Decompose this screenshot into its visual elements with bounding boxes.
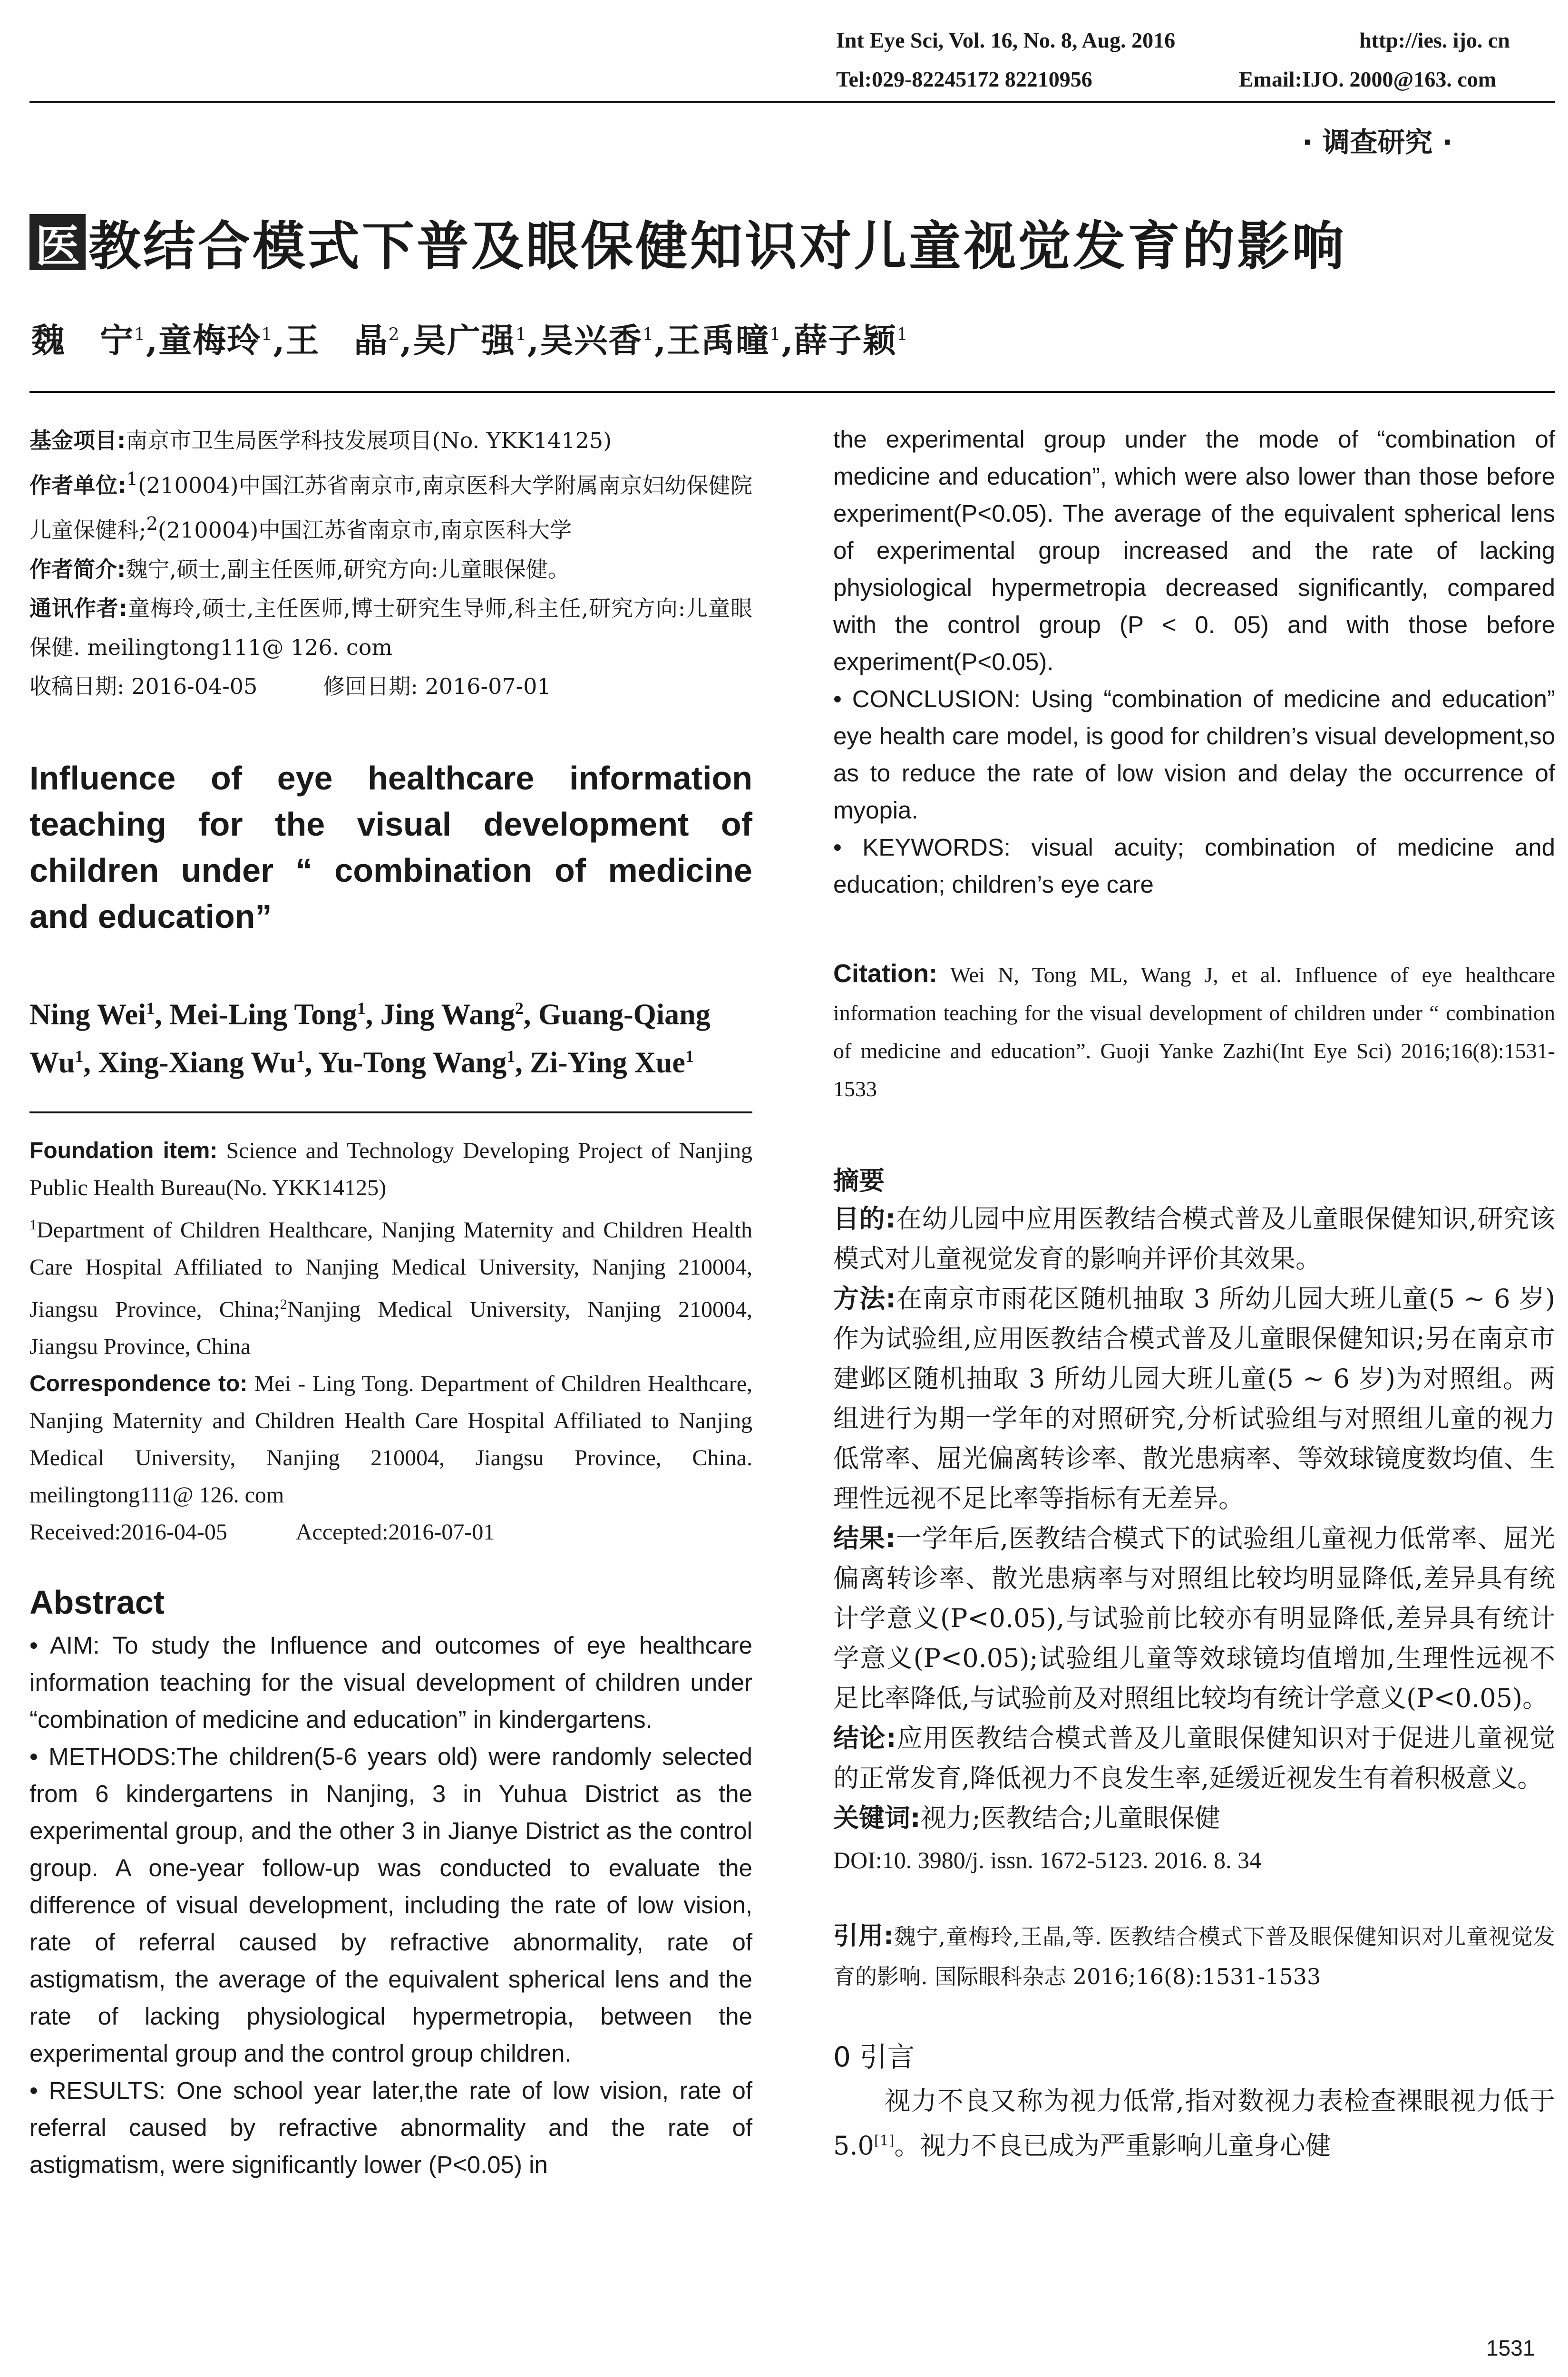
abstract-results: • RESULTS: One school year later,the rate of low vision, rate of referral caused by refractive abnormality and the rate of astigmatism, were significantly lower (P<0.05) in xyxy=(29,2076,752,2178)
author-cn: 王禹曈 xyxy=(667,321,770,360)
authors-cn: 魏 宁$^1$,童梅玲$^1$,王 晶$^2$,吴广强$^1$,吴兴香$^1$,王禹曈$^1$,薛子颖$^1$ xyxy=(31,321,909,360)
journal-email[interactable]: Email:IJO. 2000@163. com xyxy=(1239,67,1497,91)
intro-heading: 0 引言 xyxy=(833,2041,915,2073)
author-cn: 童梅玲 xyxy=(158,321,262,360)
author-cn: 吴兴香 xyxy=(540,321,643,360)
citation-cn: 引用:魏宁,童梅玲,王晶,等. 医教结合模式下普及眼保健知识对儿童视觉发育的影响. 国际眼科杂志 2016;16(8):1531-1533 xyxy=(833,1922,1555,1989)
abstract-conclusion: • CONCLUSION: Using “combination of medicine and education” eye health care model, is good for children’s visual development,so as to reduce the rate of low vision and delay the occurrence of myopia. xyxy=(833,685,1555,824)
en-affiliation: $^1$Department of Children Healthcare, Nanjing Maternity and Children Health Care Hospital Affiliated to Nanjing Medical University, Nanjing 210004, Jiangsu Province, China;$^2$Nanjing Medical University, Nanjing 210004, Jiangsu Province, China xyxy=(29,1217,752,1359)
title-rule xyxy=(29,391,1555,393)
abstract-heading: Abstract xyxy=(29,1583,165,1621)
citation-en: Citation: Wei N, Tong ML, Wang J, et al. Influence of eye healthcare information teaching for the visual development of children under “ combination of medicine and education”. Guoji Yanke Zazhi(Int Eye Sci) 2016;16(8):1531-1533 xyxy=(833,959,1555,1101)
journal-line: Int Eye Sci, Vol. 16, No. 8, Aug. 2016 xyxy=(836,28,1176,52)
en-dates: Received:2016-04-05 Accepted:2016-07-01 xyxy=(29,1519,495,1545)
cn-meta-block xyxy=(29,421,752,706)
en-foundation: Foundation item: Science and Technology Developing Project of Nanjing Public Health Bureau(No. YKK14125) xyxy=(29,1138,753,1200)
right-column xyxy=(833,421,1555,2166)
abstract-aim: • AIM: To study the Influence and outcomes of eye healthcare information teaching for the visual development of children under “combination of medicine and education” in kindergartens. xyxy=(29,1631,752,1733)
cn-affiliation: 作者单位:$^1$(210004)中国江苏省南京市,南京医科大学附属南京妇幼保健院儿童保健科;$^2$(210004)中国江苏省南京市,南京医科大学 xyxy=(29,468,752,543)
title-text: 教结合模式下普及眼保健知识对儿童视觉发育的影响 xyxy=(88,216,1346,277)
title-initial-logo: 医 xyxy=(29,214,86,270)
left-column xyxy=(29,421,752,2183)
author-cn: 王 晶 xyxy=(285,321,389,360)
en-correspondence: Correspondence to: Mei - Ling Tong. Department of Children Healthcare, Nanjing Maternity and Children Health Care Hospital Affiliated to Nanjing Medical University, Nanjing 210004, Jiangsu Province, China. meilingtong111@ 126. com xyxy=(29,1371,753,1508)
reference-marker[interactable]: [1] xyxy=(874,2133,895,2149)
page-number: 1531 xyxy=(1486,2336,1535,2360)
cn-abstract-body xyxy=(833,1199,1555,1838)
cn-abstract-aim: 目的:在幼儿园中应用医教结合模式普及儿童眼保健知识,研究该模式对儿童视觉发育的影响并评价其效果。 xyxy=(833,1204,1555,1274)
doi[interactable]: DOI:10. 3980/j. issn. 1672-5123. 2016. 8. 34 xyxy=(833,1847,1261,1873)
intro-paragraph: 视力不良又称为视力低常,指对数视力表检查裸眼视力低于 5.0[1]。视力不良已成为严重影响儿童身心健 xyxy=(833,2086,1555,2161)
cn-bio: 作者简介:魏宁,硕士,副主任医师,研究方向:儿童眼保健。 xyxy=(29,556,570,582)
english-title: Influence of eye healthcare information teaching for the visual development of children under “ combination of medicine and education” xyxy=(29,759,752,935)
abstract-body-cont xyxy=(833,421,1555,903)
cn-abstract-conclusion: 结论:应用医教结合模式普及儿童眼保健知识对于促进儿童视觉的正常发育,降低视力不良发生率,延缓近视发生有着积极意义。 xyxy=(833,1723,1555,1793)
left-rule xyxy=(29,1111,752,1113)
abstract-methods: • METHODS:The children(5-6 years old) were randomly selected from 6 kindergartens in Nanjing, 3 in Yuhua District as the experimental group, and the other 3 in Jianye District as the control group. A one-year follow-up was conducted to evaluate the difference of visual development, including the rate of low vision, rate of referral caused by refractive abnormality, rate of astigmatism, the average of the equivalent spherical lens and the rate of lacking physiological hypermetropia, between the experimental group and the control group children. xyxy=(29,1743,752,2067)
abstract-results-cont: the experimental group under the mode of “combination of medicine and education”, which were also lower than those before experiment(P<0.05). The average of the equivalent spherical lens of experimental group increased and the rate of lacking physiological hypermetropia decreased significantly, compared with the control group (P < 0. 05) and with those before experiment(P<0.05). xyxy=(833,426,1555,675)
cn-correspondence: 通讯作者:童梅玲,硕士,主任医师,博士研究生导师,科主任,研究方向:儿童眼保健. meilingtong111@ 126. com xyxy=(29,595,752,660)
tel-line: Tel:029-82245172 82210956 xyxy=(836,67,1092,91)
author-cn: 薛子颖 xyxy=(794,321,897,360)
author-cn: 吴广强 xyxy=(412,321,516,360)
en-meta-block xyxy=(29,1132,752,1551)
abstract-keywords: • KEYWORDS: visual acuity; combination of medicine and education; children’s eye care xyxy=(833,834,1555,898)
cn-dates: 收稿日期: 2016-04-05 修回日期: 2016-07-01 xyxy=(29,673,551,699)
section-tag: · 调查研究 · xyxy=(1302,126,1453,158)
cn-abstract-heading: 摘要 xyxy=(833,1166,885,1196)
journal-url[interactable]: http://ies. ijo. cn xyxy=(1359,28,1510,52)
author-cn: 魏 宁 xyxy=(31,321,134,360)
cn-abstract-methods: 方法:在南京市雨花区随机抽取 3 所幼儿园大班儿童(5 ~ 6 岁)作为试验组,应用医教结合模式普及儿童眼保健知识;另在南京市建邺区随机抽取 3 所幼儿园大班儿童(5 ~ 6 岁)为对照组。两组进行为期一学年的对照研究,分析试验组与对照组儿童的视力低常率、屈光偏离转诊率、散光患病率、等效球镜度数均值、生理性远视不足比率等指标有无差异。 xyxy=(833,1284,1555,1513)
header-rule xyxy=(29,101,1555,103)
cn-abstract-results: 结果:一学年后,医教结合模式下的试验组儿童视力低常率、屈光偏离转诊率、散光患病率与对照组比较均明显降低,差异具有统计学意义(P<0.05),与试验前比较亦有明显降低,差异具有统计学意义(P<0.05);试验组儿童等效球镜均值增加,生理性远视不足比率降低,与试验前及对照组比较均有统计学意义(P<0.05)。 xyxy=(833,1523,1555,1713)
cn-abstract-keywords: 关键词:视力;医教结合;儿童眼保健 xyxy=(833,1803,1220,1833)
english-authors: Ning Wei$^1$, Mei-Ling Tong$^1$, Jing Wang$^2$, Guang-Qiang Wu$^1$, Xing-Xiang Wu$^1$, Yu-Tong Wang$^1$, Zi-Ying Xue$^1$ xyxy=(29,998,711,1079)
abstract-body xyxy=(29,1627,752,2183)
cn-foundation: 基金项目:南京市卫生局医学科技发展项目(No. YKK14125) xyxy=(29,428,612,453)
article-title xyxy=(29,205,1346,280)
